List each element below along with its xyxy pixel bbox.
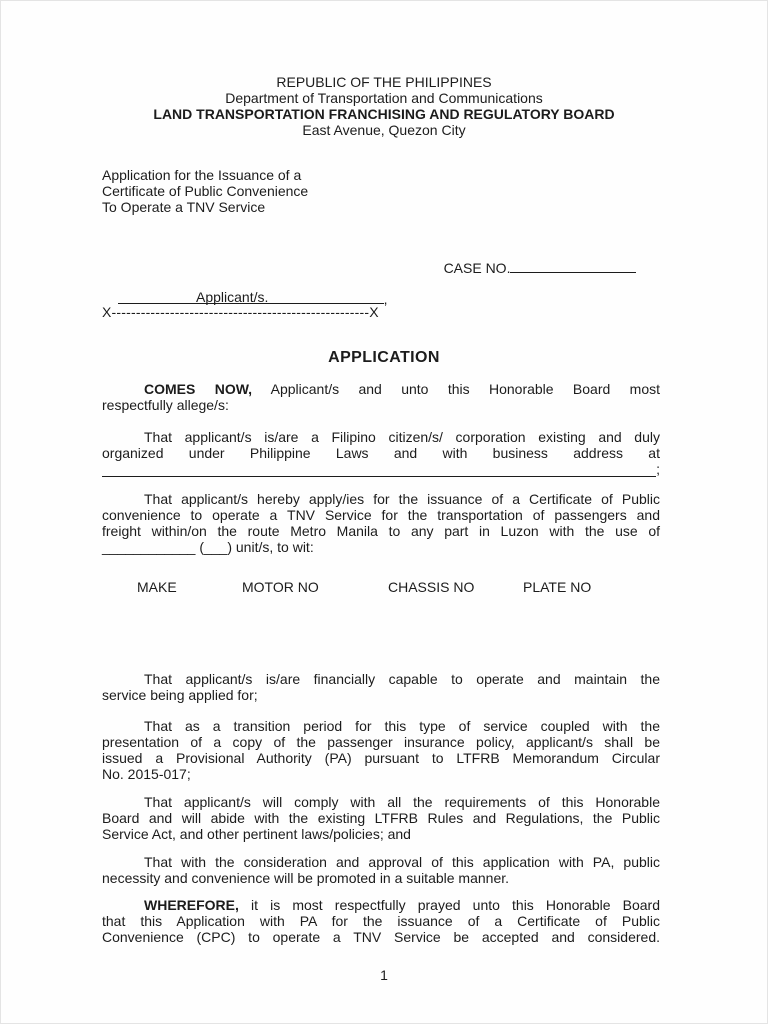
citizen-end-punct: ; [656, 461, 660, 477]
vehicle-col-chassis-no: CHASSIS NO [388, 579, 475, 595]
paragraph-transition [102, 718, 660, 782]
paragraph-line: That applicant/s is/are a Filipino citizen/s/ corporation existing and duly [144, 429, 660, 445]
paragraph-line: service being applied for; [102, 687, 258, 703]
paragraph-comply [102, 794, 660, 842]
case-subject-line: Application for the Issuance of a [102, 167, 302, 183]
paragraph-line: That applicant/s is/are financially capable to operate and maintain the [144, 671, 660, 687]
vehicle-col-motor-no: MOTOR NO [242, 579, 319, 595]
business-address-blank-row [102, 461, 660, 477]
paragraph-apply [102, 491, 660, 555]
wherefore-rest: it is most respectfully prayed unto this Honorable Board [238, 897, 660, 913]
paragraph-line: Convenience (CPC) to operate a TNV Service be accepted and considered. [102, 929, 660, 945]
vehicle-col-make: MAKE [137, 579, 177, 595]
paragraph-line: necessity and convenience will be promoted in a suitable manner. [102, 870, 510, 886]
paragraph-wherefore [102, 897, 660, 945]
paragraph-necessity [102, 854, 660, 886]
paragraph-comes-now [102, 381, 660, 413]
paragraph-line: Board and will abide with the existing LTFRB Rules and Regulations, the Public [102, 810, 660, 826]
letterhead-department: Department of Transportation and Communications [225, 90, 543, 106]
case-no-row [428, 244, 636, 292]
units-blank-line: ____________ (___) unit/s, to wit: [102, 539, 314, 555]
vehicle-table-header [102, 579, 660, 595]
letterhead [0, 74, 768, 138]
paragraph-line: organized under Philippine Laws and with business address at [102, 445, 660, 461]
letterhead-republic: REPUBLIC OF THE PHILIPPINES [276, 74, 492, 90]
paragraph-line: That applicant/s hereby apply/ies for the issuance of a Certificate of Public [144, 491, 660, 507]
paragraph-line: that this Application with PA for the issuance of a Certificate of Public [102, 913, 660, 929]
paragraph-line: That as a transition period for this type of service coupled with the [144, 718, 660, 734]
wherefore-bold: WHEREFORE, [144, 897, 239, 913]
paragraph-line: That with the consideration and approval of this application with PA, public [144, 854, 660, 870]
document-title: APPLICATION [328, 349, 440, 366]
paragraph-citizen [102, 429, 660, 477]
paragraph-line: presentation of a copy of the passenger insurance policy, applicant/s shall be [102, 734, 660, 750]
case-no-label: CASE NO. [443, 260, 511, 276]
caption-x-divider: X-----------------------------------------------------X [102, 304, 379, 320]
case-subject-line: Certificate of Public Convenience [102, 183, 309, 199]
case-subject-line: To Operate a TNV Service [102, 199, 266, 215]
paragraph-line: respectfully allege/s: [102, 397, 229, 413]
paragraph-line: convenience to operate a TNV Service for the transportation of passengers and [102, 507, 660, 523]
vehicle-col-plate-no: PLATE NO [523, 579, 592, 595]
applicant-label: Applicant/s. [196, 289, 269, 305]
case-no-blank [510, 272, 636, 273]
comes-now-rest: Applicant/s and unto this Honorable Board most [252, 381, 660, 397]
applicant-name-comma: , [383, 291, 388, 307]
paragraph-line: freight within/on the route Metro Manila to any part in Luzon with the use of [102, 523, 660, 539]
case-subject [102, 167, 402, 215]
business-address-blank [102, 463, 656, 477]
page-number: 1 [380, 967, 388, 983]
letterhead-agency: LAND TRANSPORTATION FRANCHISING AND REGULATORY BOARD [153, 106, 615, 122]
paragraph-line [102, 381, 660, 397]
paragraph-financial [102, 671, 660, 703]
paragraph-line: No. 2015-017; [102, 766, 191, 782]
letterhead-address: East Avenue, Quezon City [302, 122, 466, 138]
paragraph-line: Service Act, and other pertinent laws/policies; and [102, 826, 411, 842]
paragraph-line [102, 897, 660, 913]
paragraph-line: issued a Provisional Authority (PA) pursuant to LTFRB Memorandum Circular [102, 750, 660, 766]
comes-now-bold: COMES NOW, [144, 381, 253, 397]
paragraph-line: That applicant/s will comply with all the requirements of this Honorable [144, 794, 660, 810]
